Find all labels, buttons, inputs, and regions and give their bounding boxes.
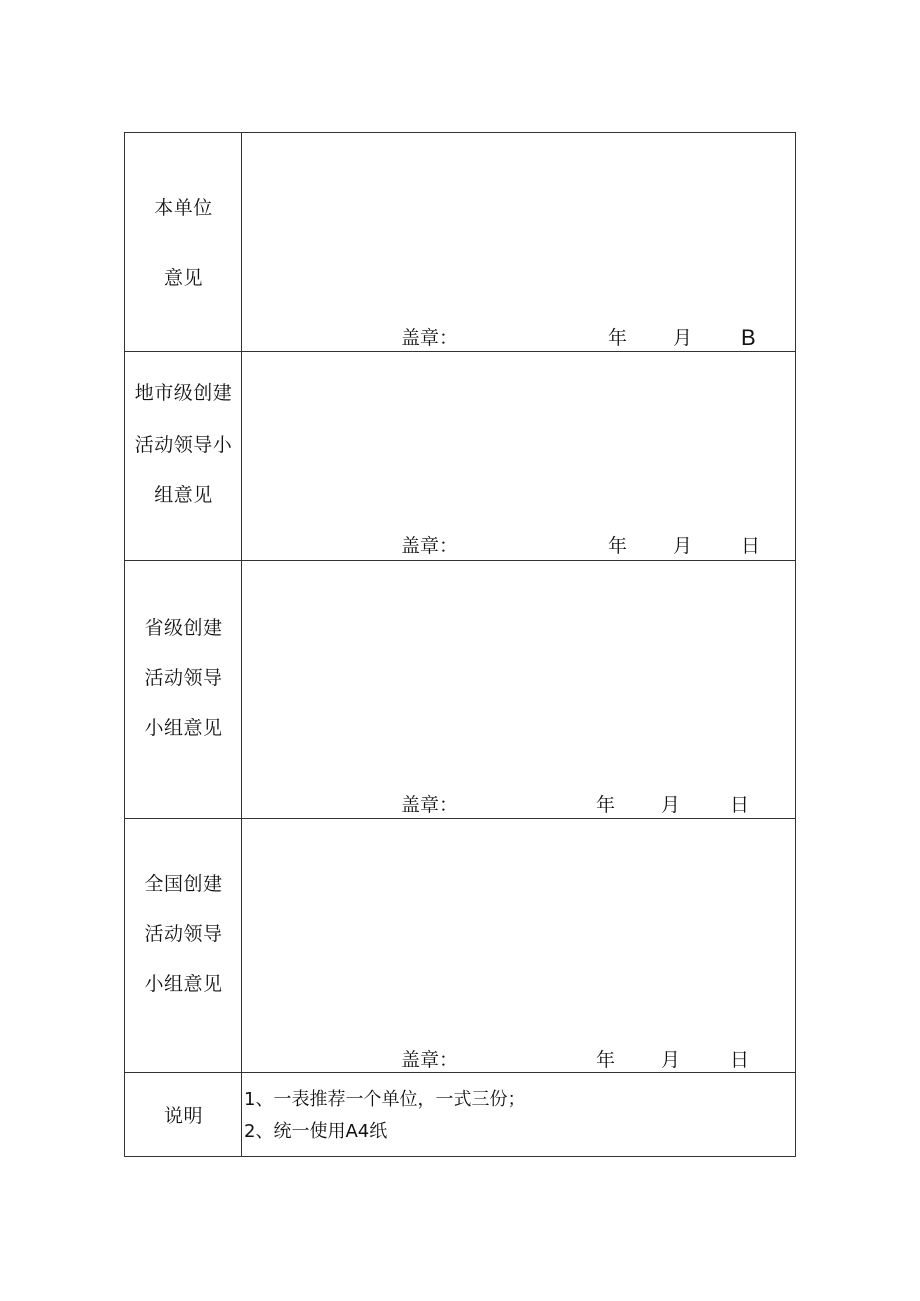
seal-label: 盖章：	[401, 1049, 459, 1071]
day-label: 日	[730, 1049, 750, 1071]
row-notes	[125, 1073, 795, 1156]
label-cell	[125, 133, 242, 351]
month-label: 月	[661, 794, 681, 816]
row-province-opinion	[125, 561, 795, 819]
opinion-content-area[interactable]	[242, 352, 795, 560]
notes-label: 说明	[163, 1105, 203, 1127]
label-cell	[125, 1073, 242, 1156]
row-unit-opinion	[125, 133, 795, 352]
row-label-line: 活动领导小	[134, 434, 233, 456]
label-cell	[125, 352, 242, 560]
row-label-line: 省级创建	[144, 617, 223, 639]
notes-content	[242, 1073, 795, 1156]
seal-label: 盖章：	[401, 327, 459, 349]
row-label-line: 本单位	[154, 197, 213, 219]
month-label: 月	[673, 327, 693, 349]
opinion-content-area[interactable]	[242, 561, 795, 818]
label-cell	[125, 819, 242, 1072]
row-label-line: 活动领导	[144, 923, 223, 945]
row-label-line: 小组意见	[144, 717, 223, 739]
seal-label: 盖章：	[401, 794, 459, 816]
row-national-opinion	[125, 819, 795, 1073]
month-label: 月	[661, 1049, 681, 1071]
row-label-line: 小组意见	[144, 973, 223, 995]
day-label: 日	[730, 794, 750, 816]
approval-form-table	[124, 132, 796, 1157]
year-label: 年	[608, 535, 628, 557]
note-line: 1、一表推荐一个单位，一式三份；	[244, 1089, 526, 1110]
row-label-line: 组意见	[154, 484, 213, 506]
row-label-line: 活动领导	[144, 667, 223, 689]
month-label: 月	[673, 535, 693, 557]
opinion-content-area[interactable]	[242, 133, 795, 351]
row-label-line: 意见	[163, 267, 203, 289]
year-label: 年	[596, 1049, 616, 1071]
row-label-line: 全国创建	[144, 873, 223, 895]
row-label-line: 地市级创建	[134, 382, 233, 404]
year-label: 年	[596, 794, 616, 816]
year-label: 年	[608, 327, 628, 349]
seal-label: 盖章：	[401, 535, 459, 557]
day-label: 日	[741, 535, 761, 557]
note-line: 2、统一使用A4纸	[244, 1121, 388, 1142]
label-cell	[125, 561, 242, 818]
opinion-content-area[interactable]	[242, 819, 795, 1072]
day-label: B	[741, 325, 756, 350]
row-city-opinion	[125, 352, 795, 561]
